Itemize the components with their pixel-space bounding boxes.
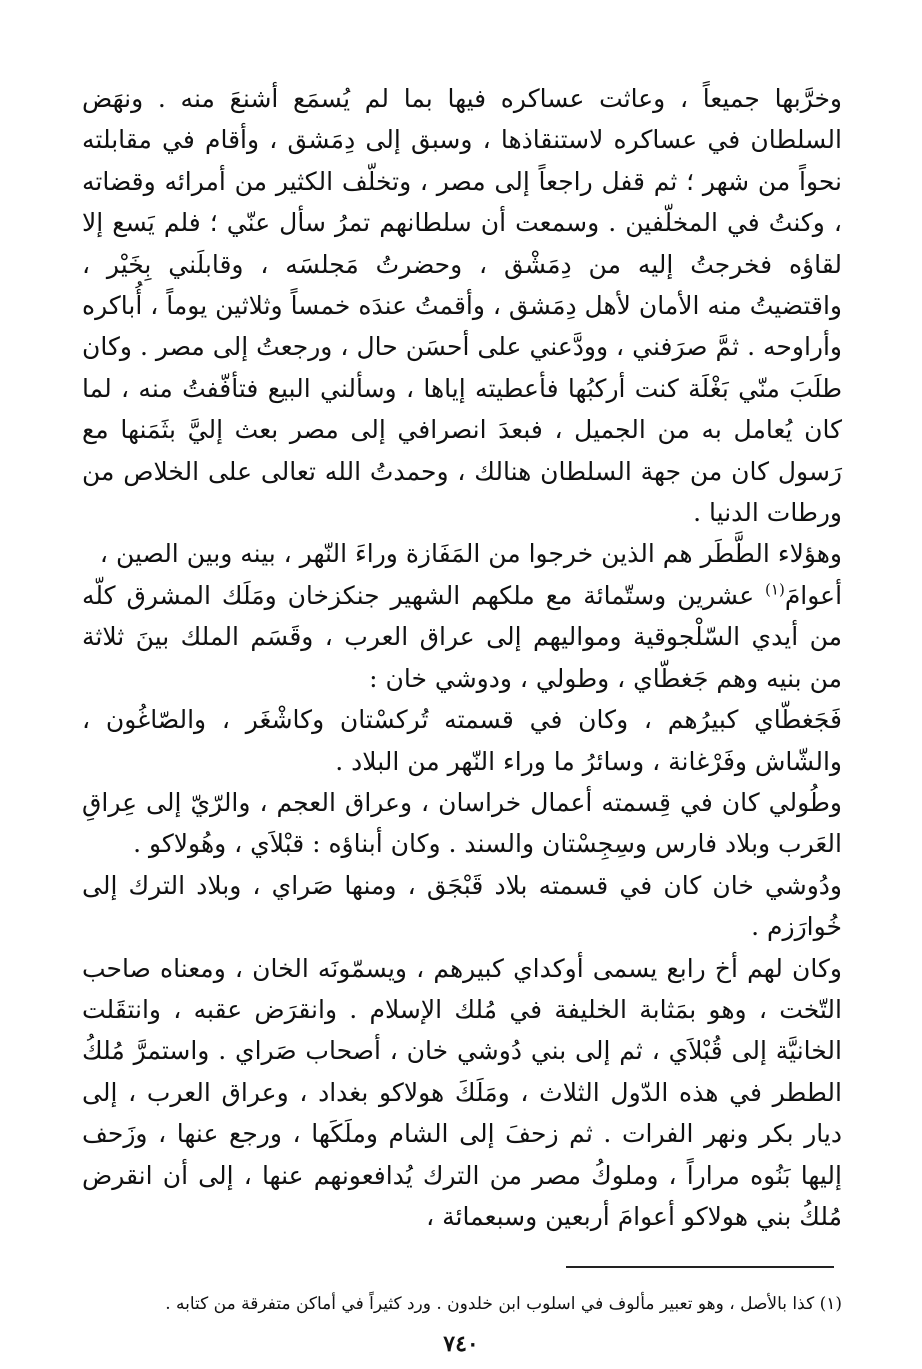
paragraph-4: فَجَغطّاي كبيرُهم ، وكان في قسمته تُركسْتان وكاشْغَر ، والصّاغُون ، والشّاش وفَرْغانة ، وسائرُ ما وراء النّهر من البلاد . bbox=[82, 705, 842, 776]
paragraph-3 bbox=[82, 575, 842, 699]
footnote-reference[interactable]: (١) bbox=[765, 580, 785, 599]
main-text bbox=[82, 78, 842, 1237]
footnote: (١) كذا بالأصل ، وهو تعبير مألوف في اسلوب ابن خلدون . ورد كثيراً في أماكن متفرقة من كتابه . bbox=[165, 1294, 842, 1314]
paragraph-7: وكان لهم أخ رابع يسمى أوكداي كبيرهم ، ويسمّونَه الخان ، ومعناه صاحب التّخت ، وهو بمَثابة الخليفة في مُلك الإسلام . وانقرَض عقبه ، وانتقَلت الخانيَّة إلى قُبْلاَي ، ثم إلى بني دُوشي خان ، أصحاب صَراي . واستمرَّ مُلكُ الططر في هذه الدّول الثلاث ، ومَلَكَ هولاكو بغداد ، وعراق العرب ، إلى ديار بكر ونهر الفرات . ثم زحفَ إلى الشام وملَكَها ، ورجع عنها ، وزَحف إليها بَنُوه مراراً ، وملوكُ مصر من الترك يُدافعونهم عنها ، إلى أن انقرض مُلكُ بني هولاكو أعوامَ أربعين وسبعمائة ، bbox=[82, 953, 842, 1231]
paragraph-5: وطُولي كان في قِسمته أعمال خراسان ، وعراق العجم ، والرّيّ إلى عِراقِ العَرب وبلاد فارس وسِجِسْتان والسند . وكان أبناؤه : قبْلاَي ، وهُولاكو . bbox=[82, 787, 842, 859]
paragraph-6: ودُوشي خان كان في قسمته بلاد قَبْجَق ، ومنها صَراي ، وبلاد الترك إلى خُوارَزم . bbox=[82, 870, 842, 942]
footnote-divider bbox=[566, 1266, 834, 1268]
paragraph-2: وهؤلاء الطَّطَر هم الذين خرجوا من المَفَازة وراءَ النّهر ، بينه وبين الصين ، bbox=[99, 539, 842, 569]
footnote-marker-word: أعوامَ bbox=[784, 580, 843, 610]
paragraph-3-text: عشرين وستّمائة مع ملكهم الشهير جنكزخان ومَلَك المشرق كلّه من أيدي السّلْجوقية ومواليهم إلى عراق العرب ، وقَسَم الملك بينَ ثلاثة من بنيه وهم جَغطّاي ، وطولي ، ودوشي خان : bbox=[82, 580, 842, 693]
paragraph-1: وخرَّبها جميعاً ، وعاثت عساكره فيها بما لم يُسمَع أشنعَ منه . ونهَض السلطان في عساكره لاستنقاذها ، وسبق إلى دِمَشق ، وأقام في مقابلته نحواً من شهر ؛ ثم قفل راجعاً إلى مصر ، وتخلّف الكثير من أمرائه وقضاته ، وكنتُ في المخلّفين . وسمعت أن سلطانهم تمرُ سأل عنّي ؛ فلم يَسع إلا لقاؤه فخرجتُ إليه من دِمَشْق ، وحضرتُ مَجلسَه ، وقابلَني بِخَيْر ، واقتضيتُ منه الأمان لأهل دِمَشق ، وأقمتُ عندَه خمساً وثلاثين يوماً ، أُباكره وأراوحه . ثمَّ صرَفني ، وودَّعني على أحسَن حال ، ورجعتُ إلى مصر . وكان طلَبَ منّي بَغْلَة كنت أركبُها فأعطيته إياها ، وسألني البيع فتأفّفتُ منه ، لما كان يُعامل به من الجميل ، فبعدَ انصرافي إلى مصر بعث إليَّ بثَمَنها مع رَسول كان من جهة السلطان هنالك ، وحمدتُ الله تعالى على الخلاص من ورطات الدنيا . bbox=[82, 84, 842, 528]
page-number: ٧٤٠ bbox=[443, 1331, 479, 1357]
